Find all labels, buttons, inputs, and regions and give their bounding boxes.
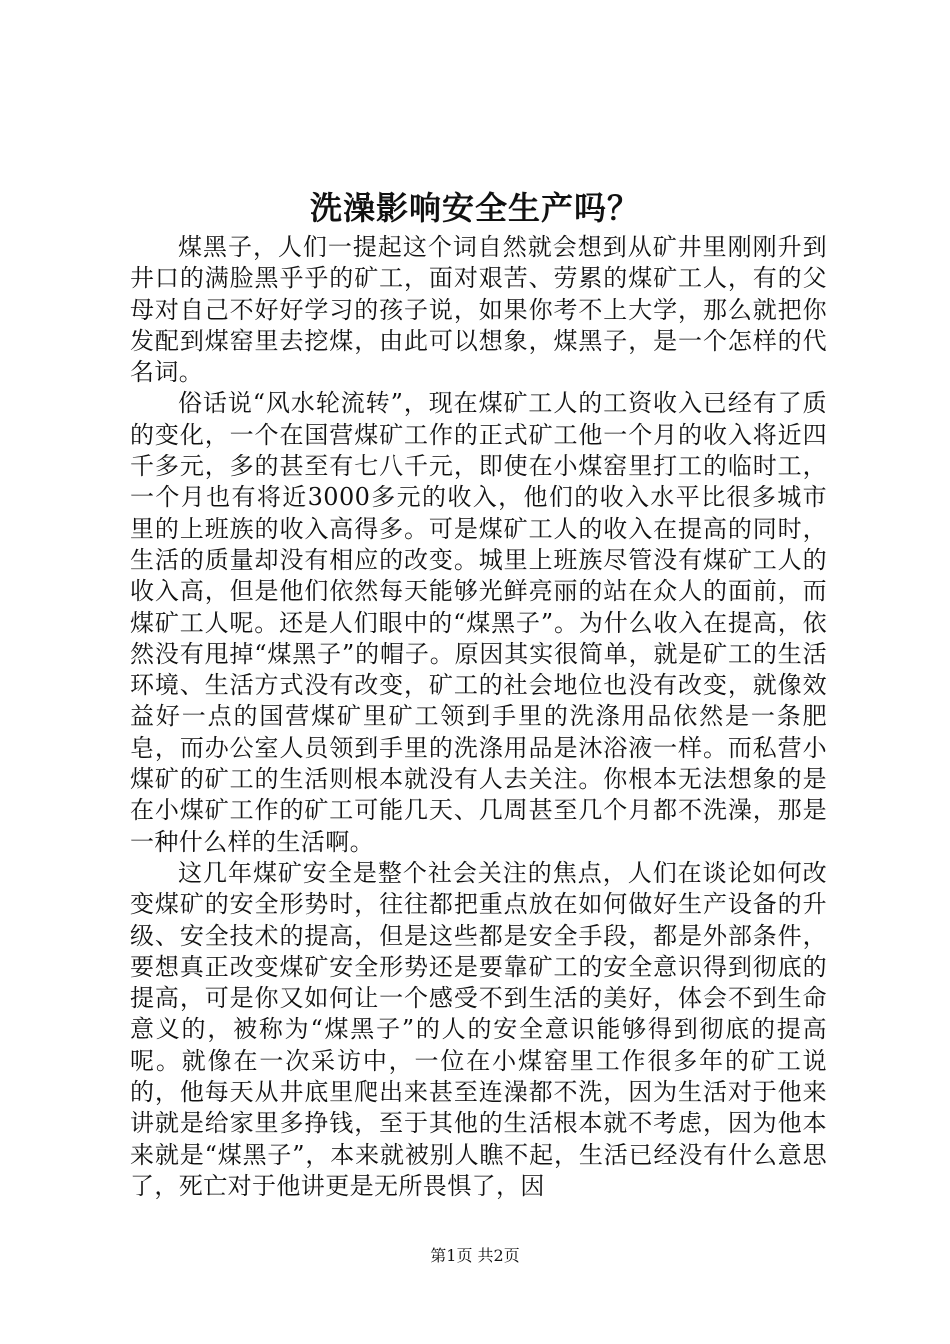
paragraph-2: 俗话说“风水轮流转”，现在煤矿工人的工资收入已经有了质的变化，一个在国营煤矿工作的正式矿工他一个月的收入将近四千多元，多的甚至有七八千元，即使在小煤窑里打工的临时工，一个月也有将近3000多元的收入，他们的收入水平比很多城市里的上班族的收入高得多。可是煤矿工人的收入在提高的同时，生活的质量却没有相应的改变。城里上班族尽管没有煤矿工人的收入高，但是他们依然每天能够光鲜亮丽的站在众人的面前，而煤矿工人呢。还是人们眼中的“煤黑子”。为什么收入在提高，依然没有甩掉“煤黑子”的帽子。原因其实很简单，就是矿工的生活环境、生活方式没有改变，矿工的社会地位也没有改变，就像效益好一点的国营煤矿里矿工领到手里的洗涤用品依然是一条肥皂，而办公室人员领到手里的洗涤用品是沐浴液一样。而私营小煤矿的矿工的生活则根本就没有人去关注。你根本无法想象的是在小煤矿工作的矿工可能几天、几周甚至几个月都不洗澡，那是一种什么样的生活啊。: [130, 389, 827, 856]
paragraph-3: 这几年煤矿安全是整个社会关注的焦点，人们在谈论如何改变煤矿的安全形势时，往往都把重点放在如何做好生产设备的升级、安全技术的提高，但是这些都是安全手段，都是外部条件，要想真正改变煤矿安全形势还是要靠矿工的安全意识得到彻底的提高，可是你又如何让一个感受不到生活的美好，体会不到生命意义的，被称为“煤黑子”的人的安全意识能够得到彻底的提高呢。就像在一次采访中，一位在小煤窑里工作很多年的矿工说的，他每天从井底里爬出来甚至连澡都不洗，因为生活对于他来讲就是给家里多挣钱，至于其他的生活根本就不考虑，因为他本来就是“煤黑子”，本来就被别人瞧不起，生活已经没有什么意思了，死亡对于他讲更是无所畏惧了，因: [130, 858, 827, 1200]
document-title: 洗澡影响安全生产吗？: [309, 189, 640, 227]
document-body: [130, 232, 827, 1202]
paragraph-1: 煤黑子，人们一提起这个词自然就会想到从矿井里刚刚升到井口的满脸黑乎乎的矿工，面对艰苦、劳累的煤矿工人，有的父母对自己不好好学习的孩子说，如果你考不上大学，那么就把你发配到煤窑里去挖煤，由此可以想象，煤黑子，是一个怎样的代名词。: [130, 233, 827, 387]
page-number-footer: 第1页 共2页: [430, 1246, 520, 1265]
